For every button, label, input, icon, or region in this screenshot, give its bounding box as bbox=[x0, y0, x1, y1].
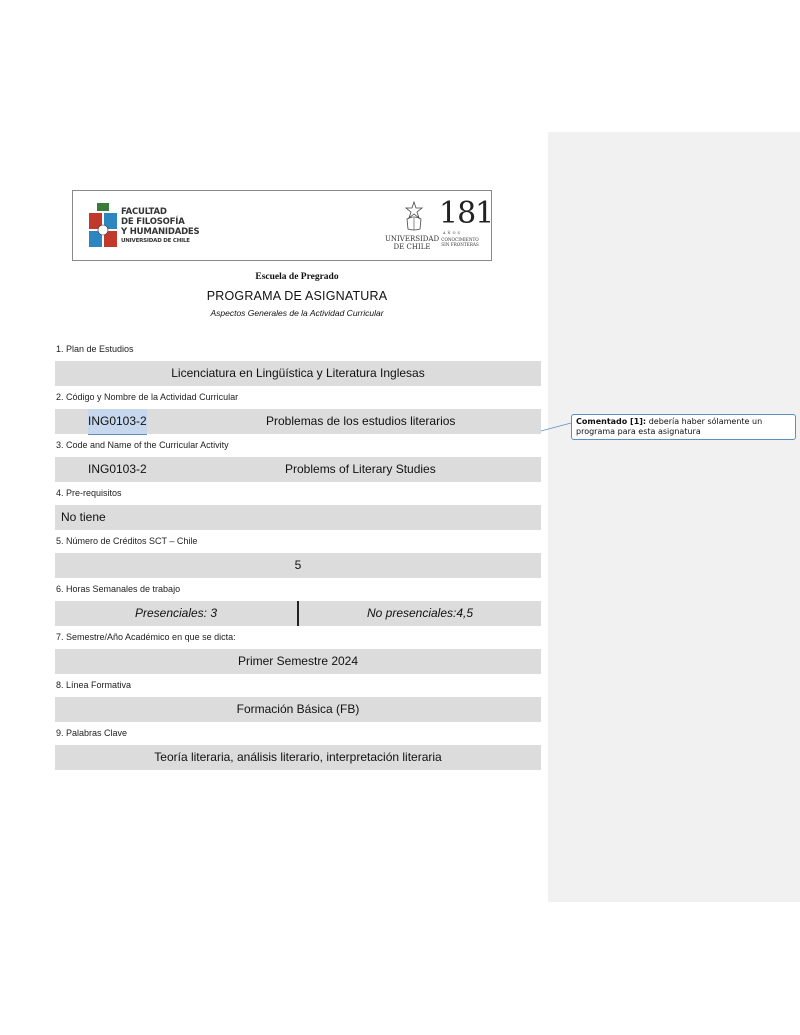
comment-pane bbox=[548, 132, 800, 902]
code-en-code: ING0103-2 bbox=[88, 462, 147, 476]
linea-field[interactable] bbox=[55, 697, 541, 722]
creditos-value: 5 bbox=[294, 558, 302, 572]
horas-field[interactable] bbox=[55, 601, 541, 626]
plan-value: Licenciatura en Lingüística y Literatura Inglesas bbox=[171, 366, 425, 380]
university-crest-icon bbox=[403, 201, 425, 231]
comment-balloon[interactable] bbox=[571, 414, 796, 440]
horas-label: 6. Horas Semanales de trabajo bbox=[56, 584, 181, 594]
institution-header bbox=[72, 190, 492, 261]
palabras-label: 9. Palabras Clave bbox=[56, 728, 128, 738]
faculty-line-2: DE FILOSOFÍA bbox=[121, 217, 185, 227]
faculty-line-3: Y HUMANIDADES bbox=[121, 227, 200, 237]
code-en-label: 3. Code and Name of the Curricular Activity bbox=[56, 440, 229, 450]
anniversary-years: AÑOS bbox=[443, 231, 462, 235]
linea-label: 8. Línea Formativa bbox=[56, 680, 132, 690]
creditos-field[interactable] bbox=[55, 553, 541, 578]
plan-field[interactable] bbox=[55, 361, 541, 386]
program-title: PROGRAMA DE ASIGNATURA bbox=[206, 289, 388, 303]
codigo-name: Problemas de los estudios literarios bbox=[266, 414, 456, 428]
anniversary-motto bbox=[437, 237, 483, 247]
comment-author: Comentado [1]: bbox=[576, 417, 647, 426]
motto-line-2: SIN FRONTERAS bbox=[441, 242, 479, 247]
faculty-name bbox=[121, 207, 199, 245]
prereq-value: No tiene bbox=[61, 510, 106, 524]
school-title: Escuela de Pregrado bbox=[255, 272, 339, 282]
faculty-logo-icon bbox=[89, 203, 117, 249]
palabras-value: Teoría literaria, análisis literario, interpretación literaria bbox=[154, 750, 442, 764]
prereq-field[interactable] bbox=[55, 505, 541, 530]
faculty-line-1: FACULTAD bbox=[121, 207, 167, 217]
palabras-field[interactable] bbox=[55, 745, 541, 770]
prereq-label: 4. Pre-requisitos bbox=[56, 488, 122, 498]
program-subtitle: Aspectos Generales de la Actividad Curricular bbox=[210, 308, 384, 318]
university-line-2: DE CHILE bbox=[393, 243, 431, 251]
code-en-name: Problems of Literary Studies bbox=[285, 462, 436, 476]
motto-line-1: CONOCIMIENTO bbox=[441, 237, 479, 242]
code-en-field[interactable] bbox=[55, 457, 541, 482]
university-line-1: UNIVERSIDAD bbox=[385, 235, 440, 243]
semestre-value: Primer Semestre 2024 bbox=[237, 654, 359, 668]
plan-label: 1. Plan de Estudios bbox=[56, 344, 134, 354]
semestre-label: 7. Semestre/Año Académico en que se dicta: bbox=[56, 632, 236, 642]
horas-no-presenciales: No presenciales:4,5 bbox=[366, 606, 474, 620]
anniversary-number: 181 bbox=[439, 196, 494, 231]
semestre-field[interactable] bbox=[55, 649, 541, 674]
creditos-label: 5. Número de Créditos SCT – Chile bbox=[56, 536, 198, 546]
horas-presenciales: Presenciales: 3 bbox=[134, 606, 218, 620]
linea-value: Formación Básica (FB) bbox=[236, 702, 360, 716]
codigo-label: 2. Código y Nombre de la Actividad Curricular bbox=[56, 392, 239, 402]
codigo-code[interactable]: ING0103-2 bbox=[88, 409, 147, 435]
faculty-university: UNIVERSIDAD DE CHILE bbox=[121, 238, 190, 244]
codigo-field[interactable] bbox=[55, 409, 541, 434]
university-name bbox=[385, 235, 439, 251]
comment-text: debería haber sólamente un programa para esta asignatura bbox=[576, 417, 763, 436]
